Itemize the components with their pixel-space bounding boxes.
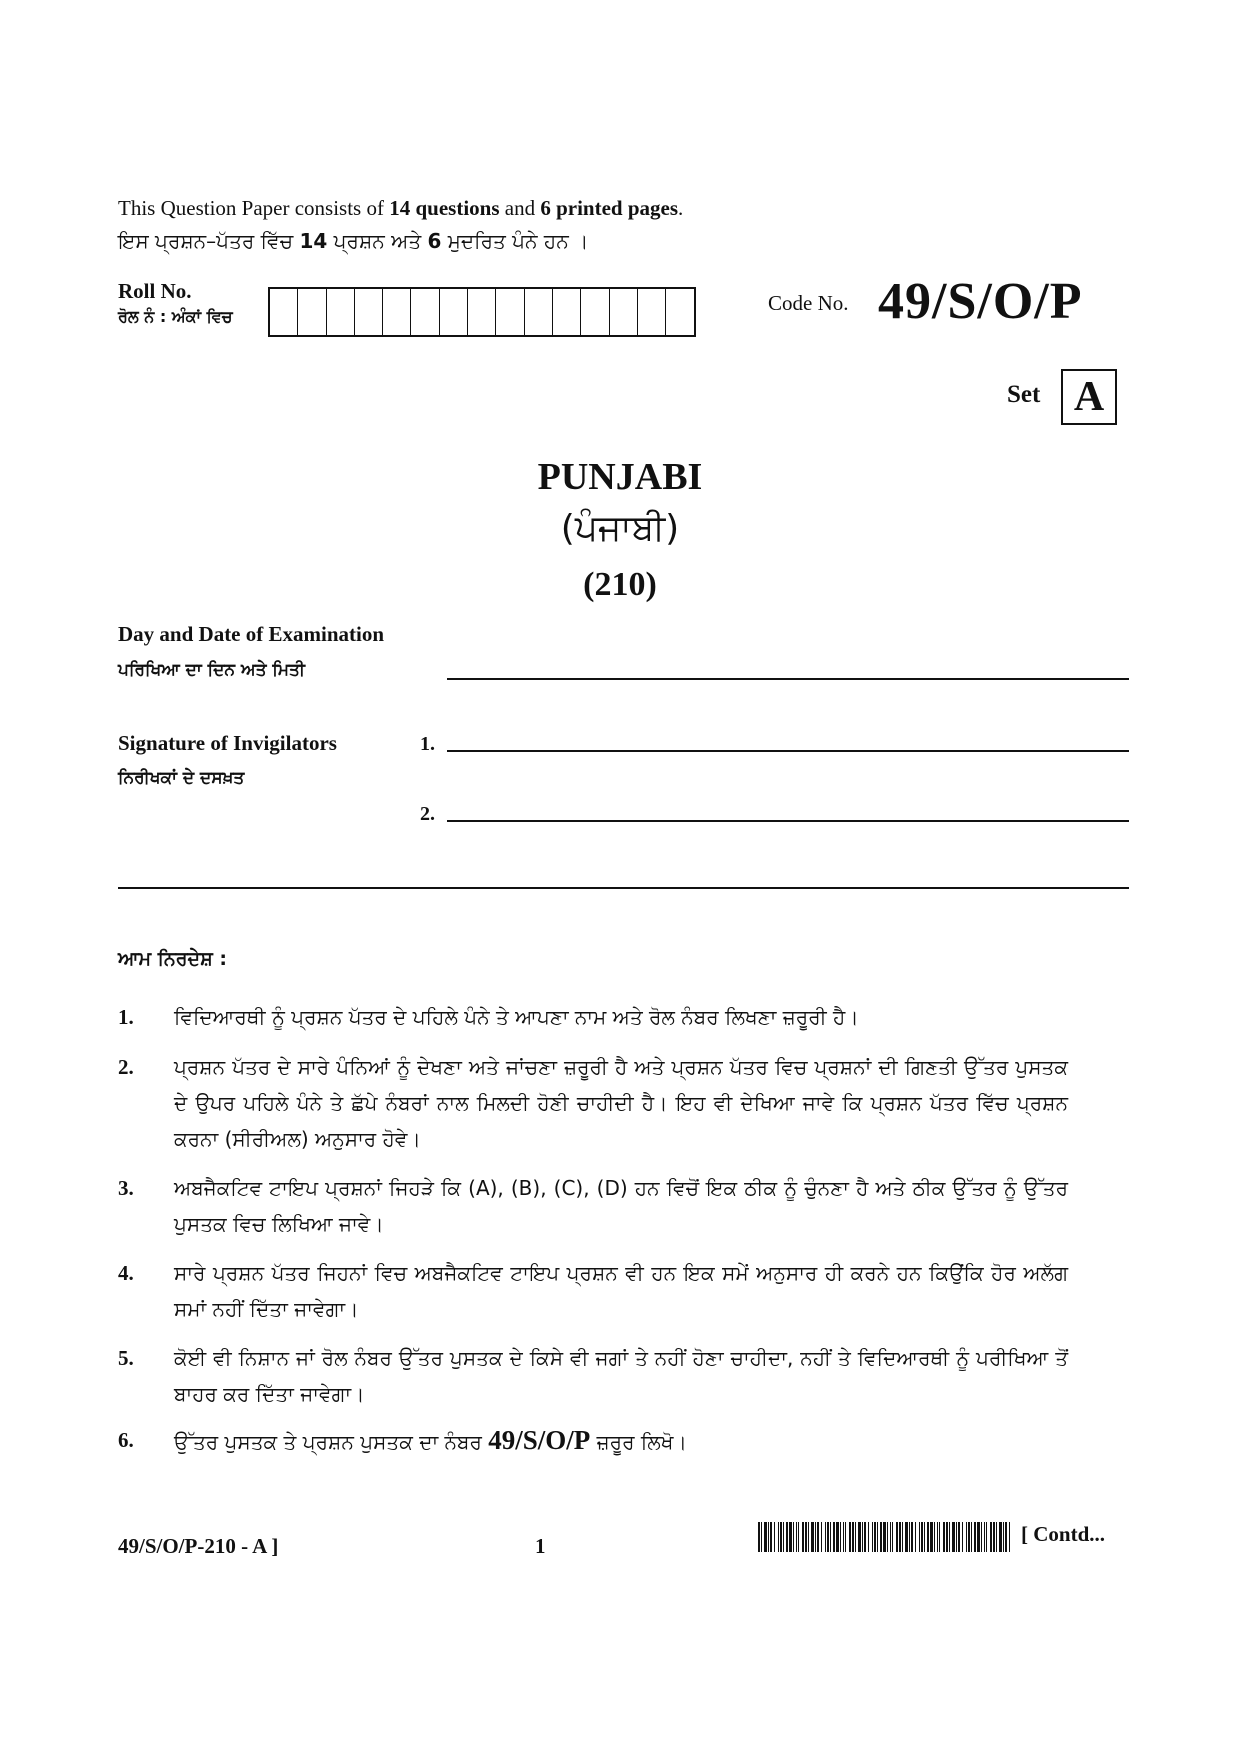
roll-digit-box[interactable] [666,289,694,335]
date-write-line[interactable] [447,678,1129,680]
paper-consists-line [118,196,683,221]
instruction-number: 2. [118,1055,134,1079]
consists-pa-suffix: ਮੁਦਰਿਤ ਪੰਨੇ ਹਨ । [441,229,589,253]
date-label-pa: ਪਰਿਖਿਆ ਦਾ ਦਿਨ ਅਤੇ ਮਿਤੀ [118,660,306,680]
roll-digit-box[interactable] [610,289,638,335]
roll-digit-box[interactable] [581,289,609,335]
section-divider [118,887,1129,889]
instruction-text: ਕੋਈ ਵੀ ਨਿਸ਼ਾਨ ਜਾਂ ਰੋਲ ਨੰਬਰ ਉੱਤਰ ਪੁਸਤਕ ਦੇ ਕਿਸੇ ਵੀ ਜਗਾਂ ਤੇ ਨਹੀਂ ਹੋਣਾ ਚਾਹੀਦਾ, ਨਹੀਂ ਤੇ ਵਿਦਿਆਰਥੀ ਨੂੰ ਪਰੀਖਿਆ ਤੋਂ ਬਾਹਰ ਕਰ ਦਿੱਤਾ ਜਾਵੇਗਾ। [174,1346,1068,1406]
footer-paper-code: 49/S/O/P-210 - A ] [118,1534,279,1558]
instruction-text [174,1422,1068,1460]
roll-digit-box[interactable] [440,289,468,335]
consists-prefix: This Question Paper consists of [118,196,390,220]
date-label: Day and Date of Examination [118,622,385,646]
roll-digit-box[interactable] [638,289,666,335]
instruction-item [118,1340,1068,1412]
page-count-pa: 6 [427,229,442,253]
code-label: Code No. [768,291,849,315]
signature-1-number: 1. [420,733,435,755]
instruction-6-suffix: ਜ਼ਰੂਰ ਲਿਖੋ। [590,1430,687,1454]
instruction-number: 6. [118,1428,134,1452]
roll-label-en: Roll No. [118,279,192,303]
instruction-6-prefix: ਉੱਤਰ ਪੁਸਤਕ ਤੇ ਪ੍ਰਸ਼ਨ ਪੁਸਤਕ ਦਾ ਨੰਬਰ [174,1430,489,1454]
paper-consists-line-pa [118,229,589,253]
instruction-text: ਅਬਜੈਕਟਿਵ ਟਾਇਪ ਪ੍ਰਸ਼ਨਾਂ ਜਿਹੜੇ ਕਿ (A), (B), (C), (D) ਹਨ ਵਿਚੋਂ ਇਕ ਠੀਕ ਨੂੰ ਚੁੰਨਣਾ ਹੈ ਅਤੇ ਠੀਕ ਉੱਤਰ ਨੂੰ ਉੱਤਰ ਪੁਸਤਕ ਵਿਚ ਲਿਖਿਆ ਜਾਵੇ। [174,1176,1068,1236]
instruction-item [118,1422,1068,1460]
subject-title-pa: (ਪੰਜਾਬੀ) [560,508,680,549]
invigilators-label-pa: ਨਿਰੀਖਕਾਂ ਦੇ ਦਸਖ਼ਤ [118,768,245,788]
instruction-number: 5. [118,1346,134,1370]
set-label: Set [1007,381,1041,408]
question-count: 14 questions [389,196,500,220]
instruction-text: ਪ੍ਰਸ਼ਨ ਪੱਤਰ ਦੇ ਸਾਰੇ ਪੰਨਿਆਂ ਨੂੰ ਦੇਖਣਾ ਅਤੇ ਜਾਂਚਣਾ ਜ਼ਰੂਰੀ ਹੈ ਅਤੇ ਪ੍ਰਸ਼ਨ ਪੱਤਰ ਵਿਚ ਪ੍ਰਸ਼ਨਾਂ ਦੀ ਗਿਣਤੀ ਉੱਤਰ ਪੁਸਤਕ ਦੇ ਉਪਰ ਪਹਿਲੇ ਪੰਨੇ ਤੇ ਛੱਪੇ ਨੰਬਰਾਂ ਨਾਲ ਮਿਲਦੀ ਹੋਣੀ ਚਾਹੀਦੀ ਹੈ। ਇਹ ਵੀ ਦੇਖਿਆ ਜਾਵੇ ਕਿ ਪ੍ਰਸ਼ਨ ਪੱਤਰ ਵਿੱਚ ਪ੍ਰਸ਼ਨ ਕਰਨਾ (ਸੀਰੀਅਲ) ਅਨੁਸਾਰ ਹੋਵੇ। [174,1055,1068,1151]
page-count: 6 printed pages [540,196,679,220]
consists-middle: and [499,196,541,220]
instruction-6-code: 49/S/O/P [488,1425,591,1455]
instruction-item [118,999,1068,1035]
roll-digit-box[interactable] [327,289,355,335]
contd-label: [ Contd... [1021,1522,1106,1546]
roll-digit-box[interactable] [411,289,439,335]
instruction-number: 1. [118,1005,134,1029]
roll-number-label [118,278,233,330]
instruction-item [118,1049,1068,1157]
roll-digit-box[interactable] [383,289,411,335]
subject-code: (210) [583,566,657,603]
roll-digit-box[interactable] [468,289,496,335]
instructions-heading: ਆਮ ਨਿਰਦੇਸ਼ : [118,948,228,970]
set-value-box: A [1061,369,1117,425]
signature-1-line[interactable] [447,750,1129,752]
instruction-item [118,1255,1068,1327]
consists-suffix: . [678,196,684,220]
instruction-text: ਵਿਦਿਆਰਥੀ ਨੂੰ ਪ੍ਰਸ਼ਨ ਪੱਤਰ ਦੇ ਪਹਿਲੇ ਪੰਨੇ ਤੇ ਆਪਣਾ ਨਾਮ ਅਤੇ ਰੋਲ ਨੰਬਰ ਲਿਖਣਾ ਜ਼ਰੂਰੀ ਹੈ। [174,1005,859,1029]
roll-label-pa: ਰੋਲ ਨੰ : ਅੰਕਾਂ ਵਿਚ [118,307,233,326]
roll-digit-box[interactable] [525,289,553,335]
question-count-pa: 14 [299,229,328,253]
barcode-icon [758,1522,1010,1552]
instruction-number: 4. [118,1261,134,1285]
signature-2-line[interactable] [447,820,1129,822]
instruction-number: 3. [118,1176,134,1200]
code-value: 49/S/O/P [878,273,1083,330]
instruction-text: ਸਾਰੇ ਪ੍ਰਸ਼ਨ ਪੱਤਰ ਜਿਹਨਾਂ ਵਿਚ ਅਬਜੈਕਟਿਵ ਟਾਇਪ ਪ੍ਰਸ਼ਨ ਵੀ ਹਨ ਇਕ ਸਮੇਂ ਅਨੁਸਾਰ ਹੀ ਕਰਨੇ ਹਨ ਕਿਉਂਕਿ ਹੋਰ ਅਲੱਗ ਸਮਾਂ ਨਹੀਂ ਦਿੱਤਾ ਜਾਵੇਗਾ। [174,1261,1068,1321]
consists-pa-middle: ਪ੍ਰਸ਼ਨ ਅਤੇ [327,229,428,253]
roll-digit-box[interactable] [270,289,298,335]
roll-number-boxes[interactable] [268,287,696,337]
roll-digit-box[interactable] [553,289,581,335]
instruction-item [118,1170,1068,1242]
signature-2-number: 2. [420,803,435,825]
roll-digit-box[interactable] [355,289,383,335]
invigilators-label: Signature of Invigilators [118,731,337,755]
consists-pa-prefix: ਇਸ ਪ੍ਰਸ਼ਨ–ਪੱਤਰ ਵਿੱਚ [118,229,300,253]
page-number: 1 [535,1534,546,1558]
roll-digit-box[interactable] [298,289,326,335]
subject-title: PUNJABI [537,456,703,498]
roll-digit-box[interactable] [496,289,524,335]
